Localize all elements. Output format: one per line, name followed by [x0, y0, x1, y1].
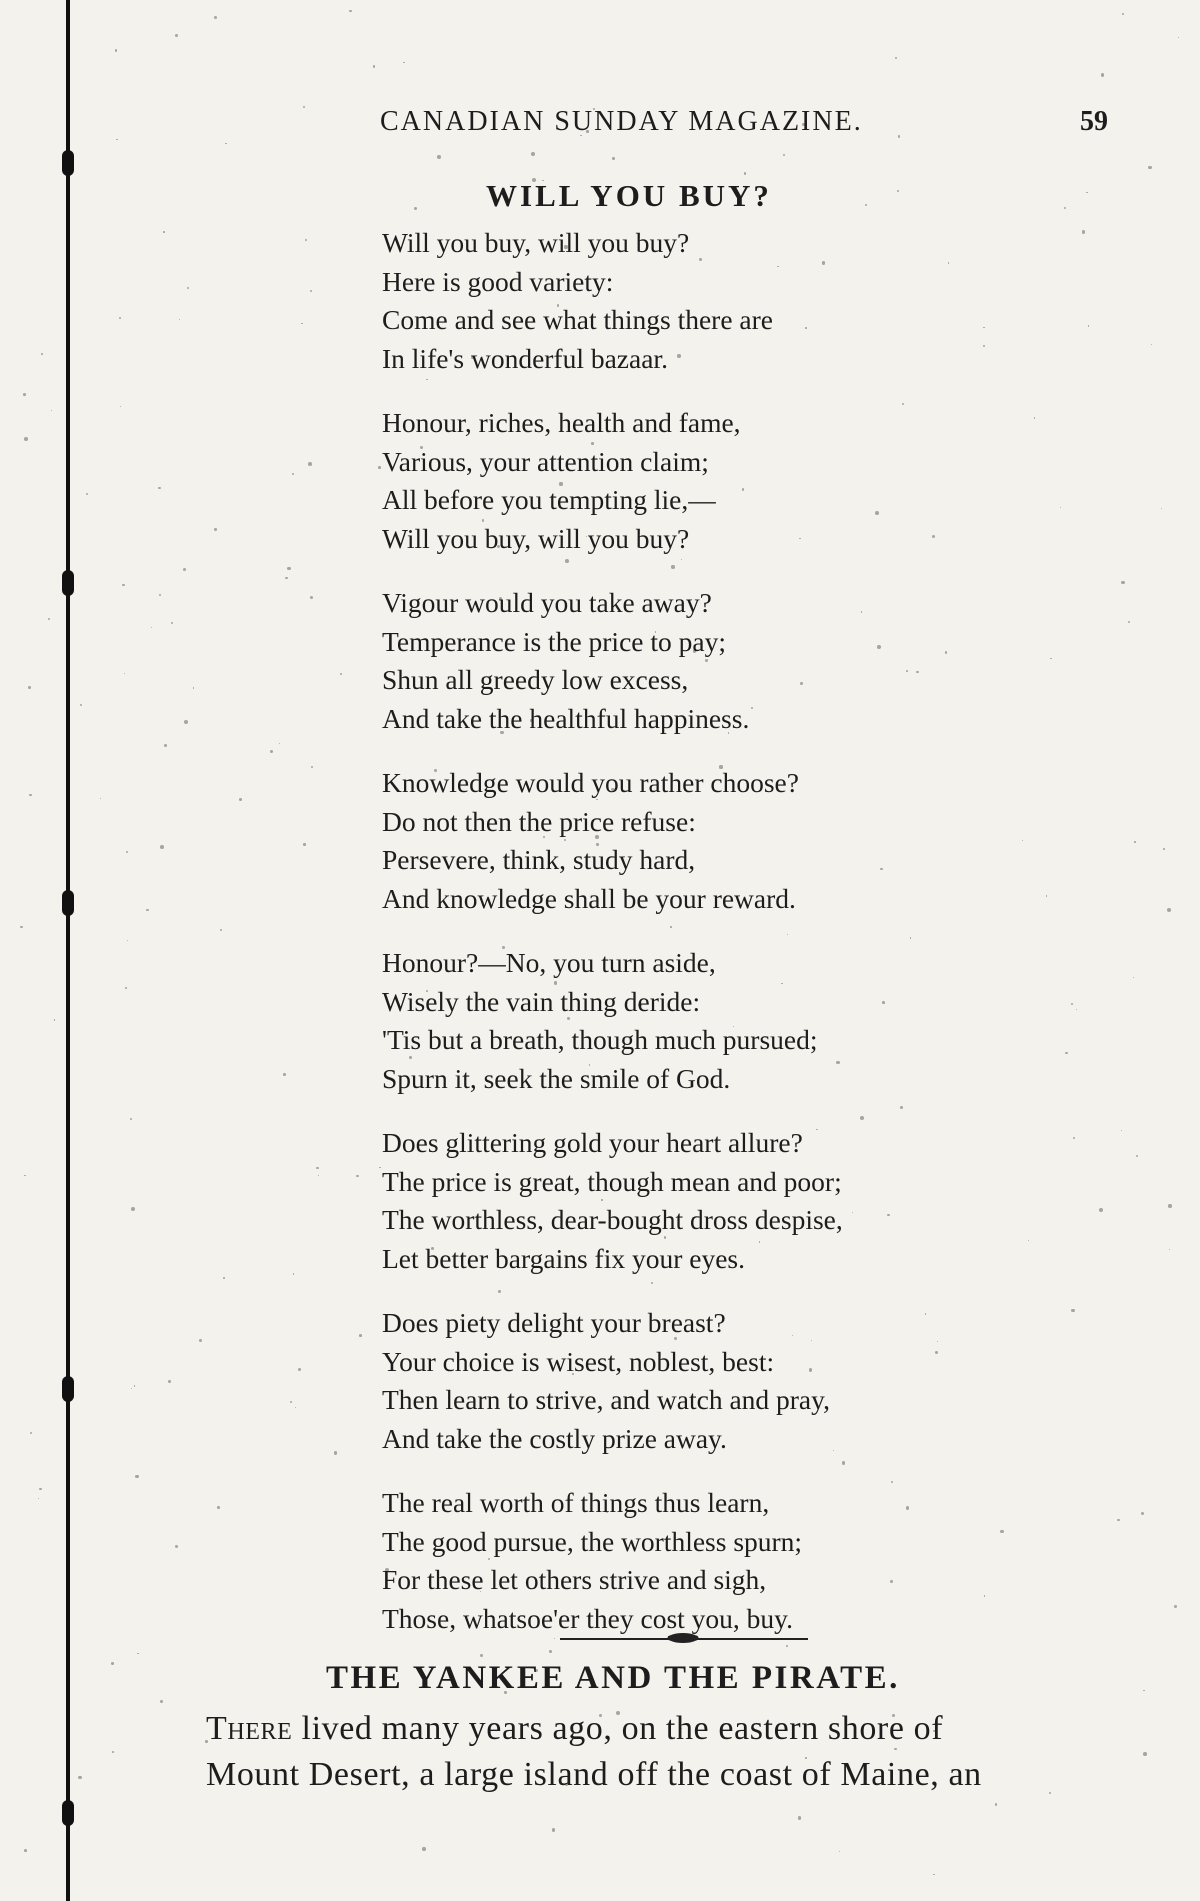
- paper-speck: [135, 1475, 139, 1479]
- poem-line: The worthless, dear-bought dross despise,: [382, 1204, 843, 1235]
- paper-speck: [1121, 1130, 1122, 1131]
- paper-speck: [1161, 508, 1162, 509]
- paper-speck: [20, 926, 22, 928]
- paper-speck: [290, 1401, 292, 1403]
- paper-speck: [531, 152, 535, 156]
- poem-line: The real worth of things thus learn,: [382, 1487, 770, 1518]
- paper-speck: [378, 466, 381, 469]
- paper-speck: [279, 743, 280, 744]
- paper-speck: [214, 528, 216, 530]
- paper-speck: [298, 1368, 301, 1371]
- paper-speck: [214, 16, 218, 20]
- paper-speck: [1178, 37, 1179, 38]
- poem-line: Spurn it, seek the smile of God.: [382, 1062, 731, 1094]
- paper-speck: [1168, 1204, 1171, 1207]
- paper-speck: [199, 1339, 202, 1342]
- paper-speck: [119, 317, 121, 319]
- poem-line: Persevere, think, study hard,: [382, 844, 696, 875]
- binding-mark: [62, 1376, 74, 1402]
- poem-line: Does glittering gold your heart allure?: [382, 1127, 803, 1158]
- paper-speck: [223, 1277, 225, 1279]
- poem-line: Wisely the vain thing deride:: [382, 985, 701, 1017]
- article-body: [206, 1706, 1136, 1798]
- binding-mark: [62, 150, 74, 176]
- paper-speck: [163, 231, 165, 233]
- article-line: [206, 1752, 1136, 1798]
- paper-speck: [137, 1653, 139, 1655]
- paper-speck: [146, 909, 148, 911]
- poem-stanza: [382, 1304, 1042, 1458]
- poem-line: For these let others strive and sigh,: [382, 1564, 767, 1595]
- paper-speck: [403, 62, 404, 63]
- paper-speck: [612, 157, 615, 160]
- poem-line: Knowledge would you rather choose?: [382, 767, 799, 798]
- paper-speck: [318, 1175, 319, 1176]
- poem-line: Your choice is wisest, noblest, best:: [382, 1345, 775, 1377]
- paper-speck: [130, 1118, 132, 1120]
- paper-speck: [1151, 344, 1152, 345]
- paper-speck: [120, 406, 121, 407]
- paper-speck: [54, 1019, 56, 1021]
- paper-speck: [310, 596, 314, 600]
- poem-line: Does piety delight your breast?: [382, 1307, 726, 1338]
- paper-speck: [1133, 977, 1134, 978]
- paper-speck: [270, 750, 273, 753]
- paper-speck: [1174, 1605, 1177, 1608]
- paper-speck: [217, 1506, 220, 1509]
- paper-speck: [126, 851, 128, 853]
- poem-line: The price is great, though mean and poor;: [382, 1165, 842, 1197]
- paper-speck: [1076, 1009, 1078, 1011]
- paper-speck: [422, 1847, 425, 1850]
- paper-speck: [124, 673, 125, 674]
- poem-body: [382, 224, 1042, 1664]
- paper-speck: [1136, 1155, 1138, 1157]
- paper-speck: [134, 1385, 136, 1387]
- paper-speck: [340, 673, 342, 675]
- poem-line: Will you buy, will you buy?: [382, 522, 690, 554]
- paper-speck: [349, 10, 351, 12]
- poem-stanza: [382, 584, 1042, 738]
- paper-speck: [552, 1828, 556, 1832]
- poem-line: Do not then the price refuse:: [382, 805, 696, 837]
- paper-speck: [175, 34, 178, 37]
- paper-speck: [175, 1545, 178, 1548]
- paper-speck: [865, 204, 867, 206]
- paper-speck: [1169, 1249, 1170, 1250]
- poem-line: Shun all greedy low excess,: [382, 664, 689, 695]
- paper-speck: [160, 845, 164, 849]
- paper-speck: [1073, 1137, 1075, 1139]
- poem-line: Let better bargains fix your eyes.: [382, 1242, 745, 1274]
- paper-speck: [187, 287, 189, 289]
- poem-title: WILL YOU BUY?: [486, 178, 772, 213]
- page-number: 59: [1080, 106, 1108, 137]
- paper-speck: [51, 410, 53, 412]
- paper-speck: [359, 1334, 362, 1337]
- paper-speck: [23, 393, 26, 396]
- paper-speck: [1117, 1519, 1119, 1521]
- paper-speck: [116, 139, 118, 141]
- paper-speck: [1082, 230, 1085, 233]
- poem-line: Then learn to strive, and watch and pray,: [382, 1384, 830, 1415]
- paper-speck: [295, 1407, 296, 1408]
- paper-speck: [1134, 841, 1136, 843]
- paper-speck: [159, 594, 161, 596]
- paper-speck: [24, 437, 28, 441]
- binding-mark: [62, 570, 74, 596]
- poem-line: Those, whatsoe'er they cost you, buy.: [382, 1602, 793, 1634]
- paper-speck: [86, 493, 88, 495]
- paper-speck: [1141, 1512, 1145, 1516]
- paper-speck: [1086, 192, 1088, 194]
- paper-speck: [151, 627, 152, 628]
- paper-speck: [80, 704, 82, 706]
- poem-stanza: [382, 224, 1042, 378]
- paper-speck: [356, 1175, 359, 1178]
- paper-speck: [1128, 621, 1130, 623]
- poem-line: All before you tempting lie,—: [382, 484, 716, 515]
- paper-speck: [316, 1167, 318, 1169]
- paper-speck: [39, 1488, 41, 1490]
- paper-speck: [287, 567, 290, 570]
- running-head: CANADIAN SUNDAY MAGAZINE.: [380, 106, 863, 137]
- paper-speck: [414, 207, 417, 210]
- paper-speck: [158, 487, 160, 489]
- paper-speck: [310, 290, 312, 292]
- paper-speck: [293, 1273, 294, 1274]
- paper-speck: [1148, 166, 1151, 169]
- paper-speck: [100, 798, 101, 799]
- paper-speck: [1064, 207, 1066, 209]
- paper-speck: [744, 172, 746, 174]
- paper-speck: [29, 794, 32, 797]
- paper-speck: [48, 618, 50, 620]
- paper-speck: [285, 577, 287, 579]
- poem-line: And knowledge shall be your reward.: [382, 882, 796, 914]
- poem-line: Will you buy, will you buy?: [382, 227, 690, 258]
- poem-line: Honour?—No, you turn aside,: [382, 947, 716, 978]
- paper-speck: [1163, 848, 1165, 850]
- paper-speck: [311, 766, 314, 769]
- poem-line: And take the healthful happiness.: [382, 702, 750, 734]
- paper-speck: [1099, 1208, 1103, 1212]
- paper-speck: [995, 1803, 997, 1805]
- poem-stanza: [382, 944, 1042, 1098]
- paper-speck: [1088, 325, 1090, 327]
- article-line-text: Mount Desert, a large island off the coast of Maine, an: [206, 1756, 982, 1793]
- paper-speck: [308, 462, 312, 466]
- paper-speck: [160, 1700, 163, 1703]
- poem-line: Honour, riches, health and fame,: [382, 407, 741, 438]
- paper-speck: [897, 190, 899, 192]
- paper-speck: [111, 1662, 114, 1665]
- binding-rule: [66, 0, 70, 1901]
- paper-speck: [1071, 1309, 1075, 1313]
- paper-speck: [225, 143, 226, 144]
- paper-speck: [303, 843, 306, 846]
- paper-speck: [24, 1849, 27, 1852]
- paper-speck: [127, 940, 128, 941]
- paper-speck: [301, 323, 302, 324]
- poem-stanza: [382, 1124, 1042, 1278]
- paper-speck: [1143, 1690, 1145, 1692]
- paper-speck: [131, 1388, 132, 1389]
- poem-line: 'Tis but a breath, though much pursued;: [382, 1024, 818, 1055]
- paper-speck: [1167, 908, 1171, 912]
- paper-speck: [783, 154, 785, 156]
- paper-speck: [305, 239, 307, 241]
- paper-speck: [78, 1776, 82, 1780]
- paper-speck: [798, 1816, 802, 1820]
- poem-line: In life's wonderful bazaar.: [382, 342, 668, 374]
- paper-speck: [168, 1380, 172, 1384]
- paper-speck: [283, 1073, 286, 1076]
- paper-speck: [1050, 658, 1052, 660]
- paper-speck: [131, 1207, 135, 1211]
- paper-speck: [184, 720, 188, 724]
- paper-speck: [115, 49, 118, 52]
- paper-speck: [379, 1167, 380, 1168]
- paper-speck: [437, 155, 441, 159]
- poem-stanza: [382, 764, 1042, 918]
- paper-speck: [1122, 13, 1124, 15]
- article-line: [206, 1706, 1136, 1752]
- paper-speck: [30, 1432, 32, 1434]
- poem-line: Temperance is the price to pay;: [382, 625, 726, 657]
- binding-mark: [62, 1800, 74, 1826]
- paper-speck: [1065, 1052, 1068, 1055]
- poem-line: And take the costly prize away.: [382, 1422, 727, 1454]
- paper-speck: [1101, 73, 1104, 76]
- paper-speck: [220, 929, 222, 931]
- paper-speck: [239, 798, 242, 801]
- paper-speck: [1121, 581, 1125, 585]
- paper-speck: [1060, 507, 1061, 508]
- poem-line: Various, your attention claim;: [382, 445, 709, 477]
- paper-speck: [24, 1175, 25, 1176]
- paper-speck: [898, 135, 900, 137]
- paper-speck: [183, 568, 186, 571]
- paper-speck: [334, 1451, 338, 1455]
- paper-speck: [125, 987, 127, 989]
- paper-speck: [292, 473, 294, 475]
- paper-speck: [122, 584, 124, 586]
- paper-speck: [171, 622, 174, 625]
- paper-speck: [373, 65, 376, 68]
- paper-speck: [1046, 895, 1048, 897]
- paper-speck: [28, 686, 31, 689]
- paper-speck: [839, 1851, 840, 1852]
- poem-stanza: [382, 1484, 1042, 1638]
- article-title: THE YANKEE AND THE PIRATE.: [326, 1660, 900, 1696]
- poem-stanza: [382, 404, 1042, 558]
- paper-speck: [1143, 1752, 1147, 1756]
- paper-speck: [179, 319, 180, 320]
- paper-speck: [38, 1498, 39, 1499]
- divider-ornament: [666, 1631, 700, 1645]
- article-lead-word: There: [206, 1710, 293, 1747]
- paper-speck: [895, 57, 897, 59]
- paper-speck: [41, 353, 43, 355]
- poem-line: Vigour would you take away?: [382, 587, 712, 618]
- paper-speck: [933, 1874, 934, 1875]
- binding-mark: [62, 890, 74, 916]
- poem-line: Come and see what things there are: [382, 304, 773, 335]
- article-line-text: lived many years ago, on the eastern shore of: [301, 1710, 944, 1747]
- poem-line: Here is good variety:: [382, 265, 614, 297]
- paper-speck: [1071, 1003, 1073, 1005]
- paper-speck: [303, 106, 305, 108]
- paper-speck: [193, 687, 195, 689]
- poem-line: The good pursue, the worthless spurn;: [382, 1525, 803, 1557]
- paper-speck: [112, 1751, 114, 1753]
- paper-speck: [164, 744, 167, 747]
